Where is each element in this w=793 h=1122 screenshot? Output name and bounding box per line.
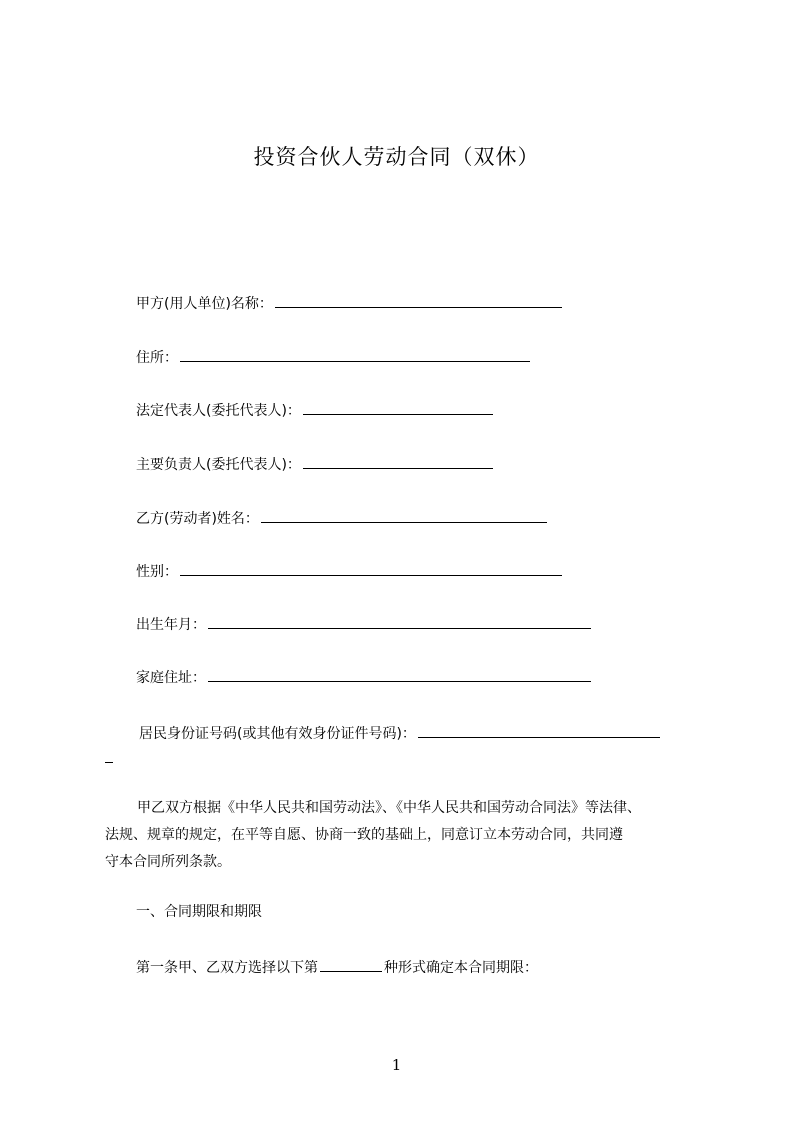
legal-rep-label: 法定代表人(委托代表人)： — [136, 403, 301, 419]
home-address-label: 家庭住址： — [136, 670, 206, 686]
article-1 — [136, 955, 538, 980]
party-a-name-blank[interactable] — [275, 290, 562, 308]
birth-label: 出生年月： — [136, 617, 206, 633]
id-number-blank[interactable] — [418, 720, 660, 738]
party-b-name-row — [136, 505, 547, 531]
gender-label: 性别： — [136, 564, 178, 580]
article-1-text-start: 第一条甲、乙双方选择以下第 — [136, 960, 318, 976]
home-address-blank[interactable] — [208, 664, 591, 682]
contract-form-blank[interactable] — [320, 955, 382, 972]
document-title: 投资合伙人劳动合同（双休） — [253, 145, 540, 169]
party-a-name-label: 甲方(用人单位)名称： — [136, 296, 273, 312]
principal-row — [136, 451, 493, 477]
principal-label: 主要负责人(委托代表人)： — [136, 457, 301, 473]
gender-blank[interactable] — [180, 558, 562, 576]
id-number-label: 居民身份证号码(或其他有效身份证件号码)： — [139, 726, 416, 742]
principal-blank[interactable] — [303, 451, 493, 469]
preamble-line: 守本合同所列条款。 — [105, 854, 231, 870]
preamble-line: 法规、规章的规定，在平等自愿、协商一致的基础上，同意订立本劳动合同，共同遵 — [105, 827, 623, 843]
legal-rep-blank[interactable] — [303, 397, 493, 415]
legal-rep-row — [136, 397, 493, 423]
id-number-blank-overflow — [105, 762, 113, 763]
address-blank[interactable] — [180, 344, 530, 362]
section-heading: 一、合同期限和期限 — [136, 904, 262, 920]
preamble-paragraph — [105, 795, 717, 876]
address-label: 住所： — [136, 350, 178, 366]
party-a-name-row — [136, 290, 562, 316]
preamble-line: 甲乙双方根据《中华人民共和国劳动法》、《中华人民共和国劳动合同法》等法律、 — [137, 800, 641, 816]
birth-blank[interactable] — [208, 611, 591, 629]
party-b-name-label: 乙方(劳动者)姓名： — [136, 511, 259, 527]
address-row — [136, 344, 530, 370]
home-address-row — [136, 664, 591, 690]
id-number-row — [139, 720, 660, 746]
page-number: 1 — [391, 1056, 402, 1074]
birth-row — [136, 611, 591, 637]
party-b-name-blank[interactable] — [261, 505, 547, 523]
gender-row — [136, 558, 562, 584]
article-1-text-end: 种形式确定本合同期限： — [384, 960, 538, 976]
